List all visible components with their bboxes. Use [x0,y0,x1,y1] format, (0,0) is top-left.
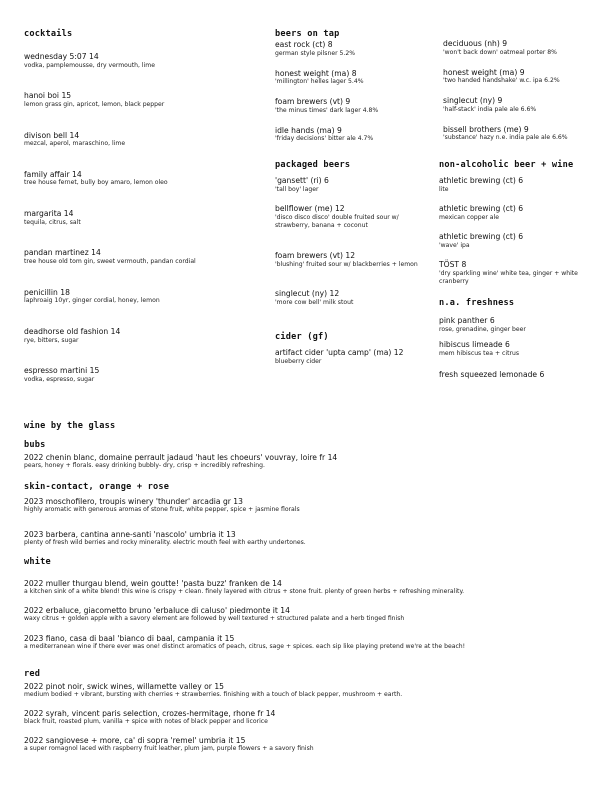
item-name: pink panther 6 [439,316,495,325]
item-name: 2023 fiano, casa di baal 'bianco di baal, campania it 15 [24,634,235,643]
non-alcoholic-section [439,160,604,292]
menu-item [24,248,264,287]
item-name: margarita 14 [24,209,74,219]
wine-item [24,634,594,652]
item-desc: tequila, citrus, salt [24,218,81,226]
menu-item [24,288,264,327]
item-name: foam brewers (vt) 12 [275,251,356,260]
item-name: 2023 barbera, cantina anne-santi 'nascolo' umbria it 13 [24,530,236,539]
menu-item [275,348,440,366]
item-name: bissell brothers (me) 9 [443,124,529,134]
item-name: divison bell 14 [24,130,80,140]
menu-item [439,370,604,380]
beers-on-tap-right-column [443,39,608,153]
cocktails-heading: cocktails [24,29,73,39]
item-desc: a super romagnol laced with raspberry fruit leather, plum jam, purple flowers + a savory finish [24,745,314,753]
item-desc: rye, bitters, sugar [24,336,79,344]
item-name: wednesday 5:07 14 [24,52,99,61]
wine-item [24,709,594,736]
menu-item [275,69,435,98]
item-desc: a kitchen sink of a white blend! this wine is crispy + clean. finely layered with citrus + stone fruit. plenty of green herbs + refreshing minerality. [24,588,465,596]
item-name: deciduous (nh) 9 [443,39,508,48]
item-desc: blueberry cider [275,357,322,365]
item-name: east rock (ct) 8 [275,40,333,49]
menu-item [275,251,435,289]
wine-item [24,606,594,634]
item-name: 2022 muller thurgau blend, wein goutte! 'pasta buzz' franken de 14 [24,579,282,588]
wine-item [24,530,594,548]
item-name: 2023 moschofilero, troupis winery 'thunder' arcadia gr 13 [24,497,243,506]
item-name: 'gansett' (ri) 6 [275,176,329,185]
menu-item [275,126,435,155]
bubs-section [24,440,594,471]
menu-item [439,316,604,340]
item-desc: german style pilsner 5.2% [275,49,355,57]
item-name: athletic brewing (ct) 6 [439,204,524,213]
white-section [24,557,594,652]
item-name: idle hands (ma) 9 [275,125,342,135]
menu-item [439,176,604,204]
item-name: 2022 pinot noir, swick wines, willamette valley or 15 [24,682,224,691]
item-name: singlecut (ny) 12 [275,289,340,298]
item-name: 2022 syrah, vincent paris selection, crozes-hermitage, rhone fr 14 [24,709,276,718]
menu-item [439,232,604,260]
item-desc: rose, grenadine, ginger beer [439,325,526,333]
item-desc: 'tall boy' lager [275,185,319,193]
wine-heading: wine by the glass [24,421,116,431]
bubs-heading: bubs [24,440,46,450]
item-name: bellflower (me) 12 [275,204,345,213]
menu-item [275,176,435,204]
non-alcoholic-heading: non-alcoholic beer + wine [439,160,574,170]
item-name: espresso martini 15 [24,366,100,376]
item-name: deadhorse old fashion 14 [24,327,121,337]
menu-item [443,68,608,97]
item-desc: plenty of fresh wild berries and rocky minerality. electric mouth feel with earthy undertones. [24,539,306,547]
item-name: fresh squeezed lemonade 6 [439,370,545,379]
menu-item [24,52,264,91]
item-desc: 'more cow bell' milk stout [275,298,354,306]
wine-item [24,497,594,530]
cocktails-section [24,29,264,406]
item-name: penicillin 18 [24,287,70,297]
item-name: athletic brewing (ct) 6 [439,176,524,185]
item-desc: 'won't back down' oatmeal porter 8% [443,48,557,56]
skin-contact-heading: skin-contact, orange + rose [24,482,170,492]
item-desc: 'friday decisions' bitter ale 4.7% [275,135,374,143]
menu-item [24,209,264,248]
menu-item [439,260,604,292]
item-name: foam brewers (vt) 9 [275,97,351,106]
item-desc: pears, honey + florals. easy drinking bubbly- dry, crisp + incredibly refreshing. [24,462,265,470]
item-desc: medium bodied + vibrant, bursting with cherries + strawberries. finishing with a touch of black pepper, mushroom + earth. [24,691,403,699]
wine-item [24,736,594,754]
item-desc: vodka, espresso, sugar [24,375,95,383]
item-name: 2022 sangiovese + more, ca' di sopra 'remel' umbria it 15 [24,736,246,745]
menu-item [24,91,264,130]
item-desc: 'two handed handshake' w.c. ipa 6.2% [443,77,560,85]
item-name: athletic brewing (ct) 6 [439,232,524,241]
item-desc: 'dry sparkling wine' white tea, ginger + white cranberry [439,269,578,285]
beers-on-tap-heading: beers on tap [275,29,340,39]
item-desc: a mediterranean wine if there ever was one! distinct aromatics of peach, citrus, sage + spices. each sip like playing pretend we're at the beach! [24,643,466,651]
menu-item [443,39,608,68]
item-name: singlecut (ny) 9 [443,96,503,105]
item-desc: 'half-stack' india pale ale 6.6% [443,105,537,113]
menu-item [24,327,264,366]
menu-item [275,204,435,251]
item-desc: tree house fernet, bully boy amaro, lemon oleo [24,179,168,187]
item-desc: black fruit, roasted plum, vanilla + spice with notes of black pepper and licorice [24,718,268,726]
item-name: honest weight (ma) 9 [443,67,525,77]
wine-item [24,453,594,471]
item-desc: mezcal, aperol, maraschino, lime [24,140,126,148]
item-desc: vodka, pamplemousse, dry vermouth, lime [24,61,155,69]
item-desc: tree house old tom gin, sweet vermouth, pandan cordial [24,258,196,266]
wine-item [24,682,594,709]
packaged-beers-section [275,160,435,325]
menu-item [24,366,264,405]
item-desc: 'the minus times' dark lager 4.8% [275,106,379,114]
wine-item [24,579,594,606]
menu-item [275,40,435,69]
cider-section [275,332,440,366]
beers-on-tap-section [275,29,435,154]
item-name: pandan martinez 14 [24,248,101,258]
item-desc: laphroaig 10yr, ginger cordial, honey, lemon [24,297,160,305]
cider-heading: cider (gf) [275,332,329,342]
white-heading: white [24,557,51,567]
na-freshness-section [439,298,604,380]
na-freshness-heading: n.a. freshness [439,298,515,308]
item-desc: 'wave' ipa [439,241,470,249]
item-desc: 'blushing' fruited sour w/ blackberries + lemon [275,260,418,268]
menu-item [275,289,435,325]
item-name: hanoi boi 15 [24,91,72,101]
item-name: honest weight (ma) 8 [275,68,357,78]
item-desc: highly aromatic with generous aromas of stone fruit, white pepper, spice + jasmine florals [24,506,300,514]
item-name: artifact cider 'upta camp' (ma) 12 [275,348,404,357]
item-name: 2022 chenin blanc, domaine perrault jadaud 'haut les choeurs' vouvray, loire fr 14 [24,453,338,462]
item-desc: waxy citrus + golden apple with a savory element are followed by well textured + structured palate and a herb tinged finish [24,615,405,623]
item-name: 2022 erbaluce, giacometto bruno 'erbaluce di caluso' piedmonte it 14 [24,606,290,615]
item-desc: lemon grass gin, apricot, lemon, black pepper [24,100,165,108]
red-heading: red [24,669,41,679]
menu-item [439,204,604,232]
red-section [24,669,594,754]
item-name: hibiscus limeade 6 [439,340,510,349]
menu-item [443,96,608,125]
item-desc: 'millington' helles lager 5.4% [275,78,364,86]
skin-contact-section [24,482,594,548]
item-desc: lite [439,185,449,193]
item-desc: 'disco disco disco' double fruited sour w/ strawberry, banana + coconut [275,213,399,229]
item-desc: mexican copper ale [439,213,499,221]
item-desc: 'substance' hazy n.e. india pale ale 6.6% [443,134,568,142]
item-desc: mem hibiscus tea + citrus [439,349,520,357]
item-name: TÖST 8 [439,260,467,269]
menu-item [24,170,264,209]
menu-item [443,125,608,154]
menu-item [439,340,604,370]
menu-item [275,97,435,126]
item-name: family affair 14 [24,169,82,179]
menu-item [24,131,264,170]
packaged-beers-heading: packaged beers [275,160,351,170]
